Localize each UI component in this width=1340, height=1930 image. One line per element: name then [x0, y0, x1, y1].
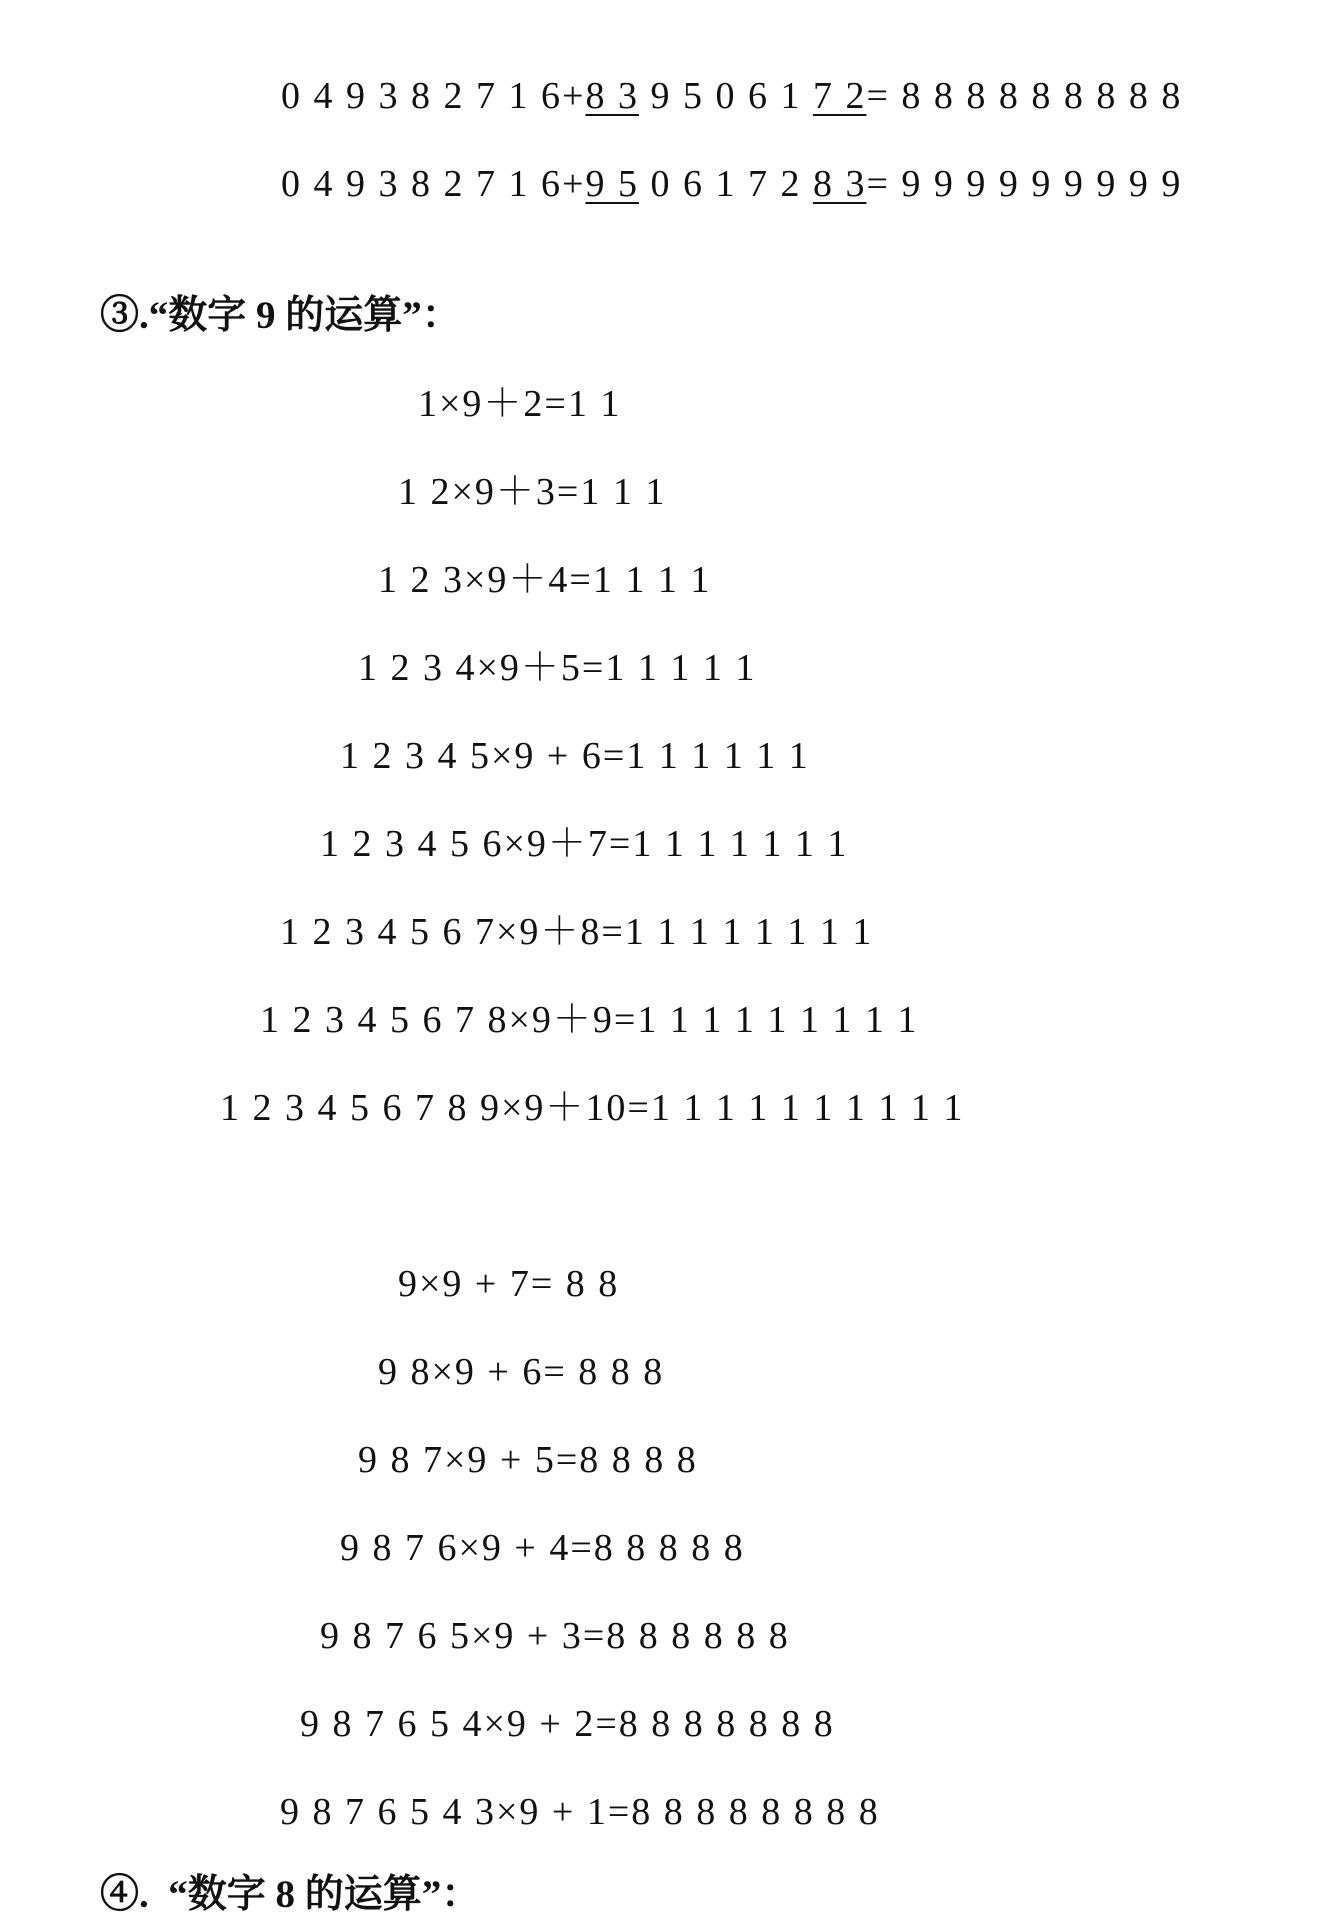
intro-equation-2	[258, 118, 1182, 206]
equation-line: 1 2 3 4 5 6 7 8×9＋9=1 1 1 1 1 1 1 1 1	[260, 999, 919, 1041]
equation-line: 9 8 7 6 5 4 3×9 + 1=8 8 8 8 8 8 8 8	[280, 1791, 880, 1833]
equation-line: 9 8 7 6 5 4×9 + 2=8 8 8 8 8 8 8	[300, 1703, 835, 1745]
section-4-heading: ④. “数字 8 的运算”：	[100, 1873, 481, 1916]
equation-line: 1×9＋2=1 1	[418, 383, 622, 425]
equation-line: 1 2 3 4 5 6 7 8 9×9＋10=1 1 1 1 1 1 1 1 1 1	[220, 1087, 965, 1129]
equation-line: 9 8×9 + 6= 8 8 8	[378, 1351, 665, 1393]
underlined-digits: 8 3	[585, 75, 639, 117]
equation-line: 1 2 3 4 5 6 7×9＋8=1 1 1 1 1 1 1 1	[280, 911, 874, 953]
equation-line: 1 2 3 4 5×9 + 6=1 1 1 1 1 1	[340, 735, 810, 777]
equation-line: 1 2×9＋3=1 1 1	[398, 471, 667, 513]
equation-line: 1 2 3 4 5 6×9＋7=1 1 1 1 1 1 1	[320, 823, 849, 865]
equation-line: 1 2 3×9＋4=1 1 1 1	[378, 559, 712, 601]
intro-equation-1	[258, 30, 1182, 118]
equation-line: 9 8 7 6 5×9 + 3=8 8 8 8 8 8	[320, 1615, 790, 1657]
equation-line: 9 8 7×9 + 5=8 8 8 8	[358, 1439, 698, 1481]
equation-part: = 8 8 8 8 8 8 8 8 8	[866, 75, 1183, 117]
equation-part: 9 5 0 6 1	[638, 75, 813, 117]
equation-part: 0 4 9 3 8 2 7 1 6+	[281, 163, 586, 205]
underlined-digits: 7 2	[812, 75, 867, 117]
underlined-digits: 8 3	[812, 163, 867, 205]
equation-part: 0 4 9 3 8 2 7 1 6+	[281, 75, 586, 117]
underlined-digits: 9 5	[585, 163, 639, 205]
equation-part: = 9 9 9 9 9 9 9 9 9	[866, 163, 1183, 205]
equation-line: 9 8 7 6×9 + 4=8 8 8 8 8	[340, 1527, 745, 1569]
equation-line: 1 2 3 4×9＋5=1 1 1 1 1	[358, 647, 757, 689]
section-3-heading: ③.“数字 9 的运算”：	[100, 294, 461, 337]
equation-line: 9×9 + 7= 8 8	[398, 1263, 620, 1305]
equation-part: 0 6 1 7 2	[638, 163, 813, 205]
